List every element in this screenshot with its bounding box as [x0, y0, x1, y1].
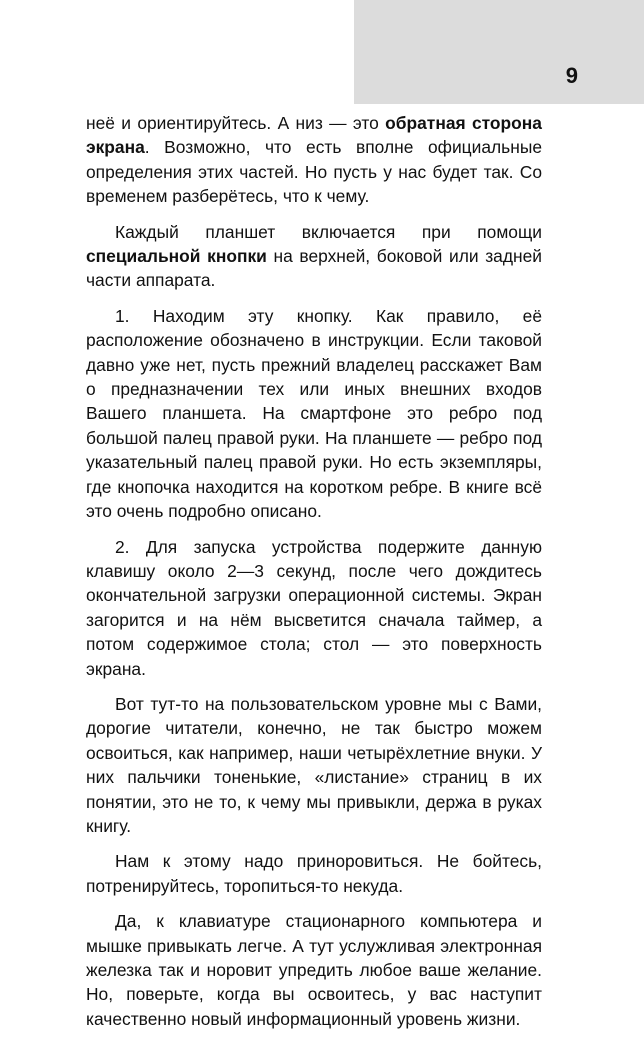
paragraph: [86, 909, 542, 1031]
text-run: на верхней, боковой или задней части аппарата.: [86, 246, 542, 291]
page-number-box: [354, 0, 644, 104]
text-run: Каждый планшет включается при помощи: [115, 221, 542, 242]
text-run: Да, к клавиатуре стационарного компьютера и мышке привыкать легче. А тут услужливая электронная железка так и норовит упредить любое ваше желание. Но, поверьте, когда вы освоитесь, у вас наступит качественно новый информационный уровень жизни.: [86, 911, 542, 1029]
paragraph: [86, 220, 542, 293]
paragraph: [86, 535, 542, 681]
paragraph: [86, 304, 542, 524]
paragraph: [86, 111, 542, 209]
body-text: [86, 111, 542, 1042]
text-run: неё и ориентируйтесь. А низ — это: [86, 113, 386, 133]
paragraph: [86, 849, 542, 898]
page-number: 9: [565, 63, 578, 88]
paragraph: [86, 692, 542, 838]
text-run: Нам к этому надо приноровиться. Не бойтесь, потренируйтесь, торопиться-то некуда.: [86, 851, 542, 896]
text-run: . Возможно, что есть вполне официальные определения этих частей. Но пусть у нас будет так. Со временем разберётесь, что к чему.: [86, 137, 542, 207]
bold-text-run: специальной кнопки: [86, 246, 267, 267]
text-run: 2. Для запуска устройства подержите данную клавишу около 2—3 секунд, после чего дождитесь окончательной загрузки операционной системы. Экран загорится и на нём высветится сначала таймер, а потом содержимое стола; стол — это поверхность экрана.: [86, 536, 542, 679]
bold-text-run: обратная сторона экрана: [86, 113, 542, 158]
text-run: 1. Находим эту кнопку. Как правило, её расположение обозначено в инструкции. Если таковой давно уже нет, пусть прежний владелец расскажет Вам о предназначении тех или иных внешних входов Вашего планшета. На смартфоне это ребро под большой палец правой руки. На планшете — ребро под указательный палец правой руки. Но есть экземпляры, где кнопочка находится на коротком ребре. В книге всё это очень подробно описано.: [86, 305, 542, 522]
text-run: Вот тут-то на пользовательском уровне мы с Вами, дорогие читатели, конечно, не так быстро можем освоиться, как например, наши четырёхлетние внуки. У них пальчики тоненькие, «листание» страниц в их понятии, это не то, к чему мы привыкли, держа в руках книгу.: [86, 693, 542, 836]
